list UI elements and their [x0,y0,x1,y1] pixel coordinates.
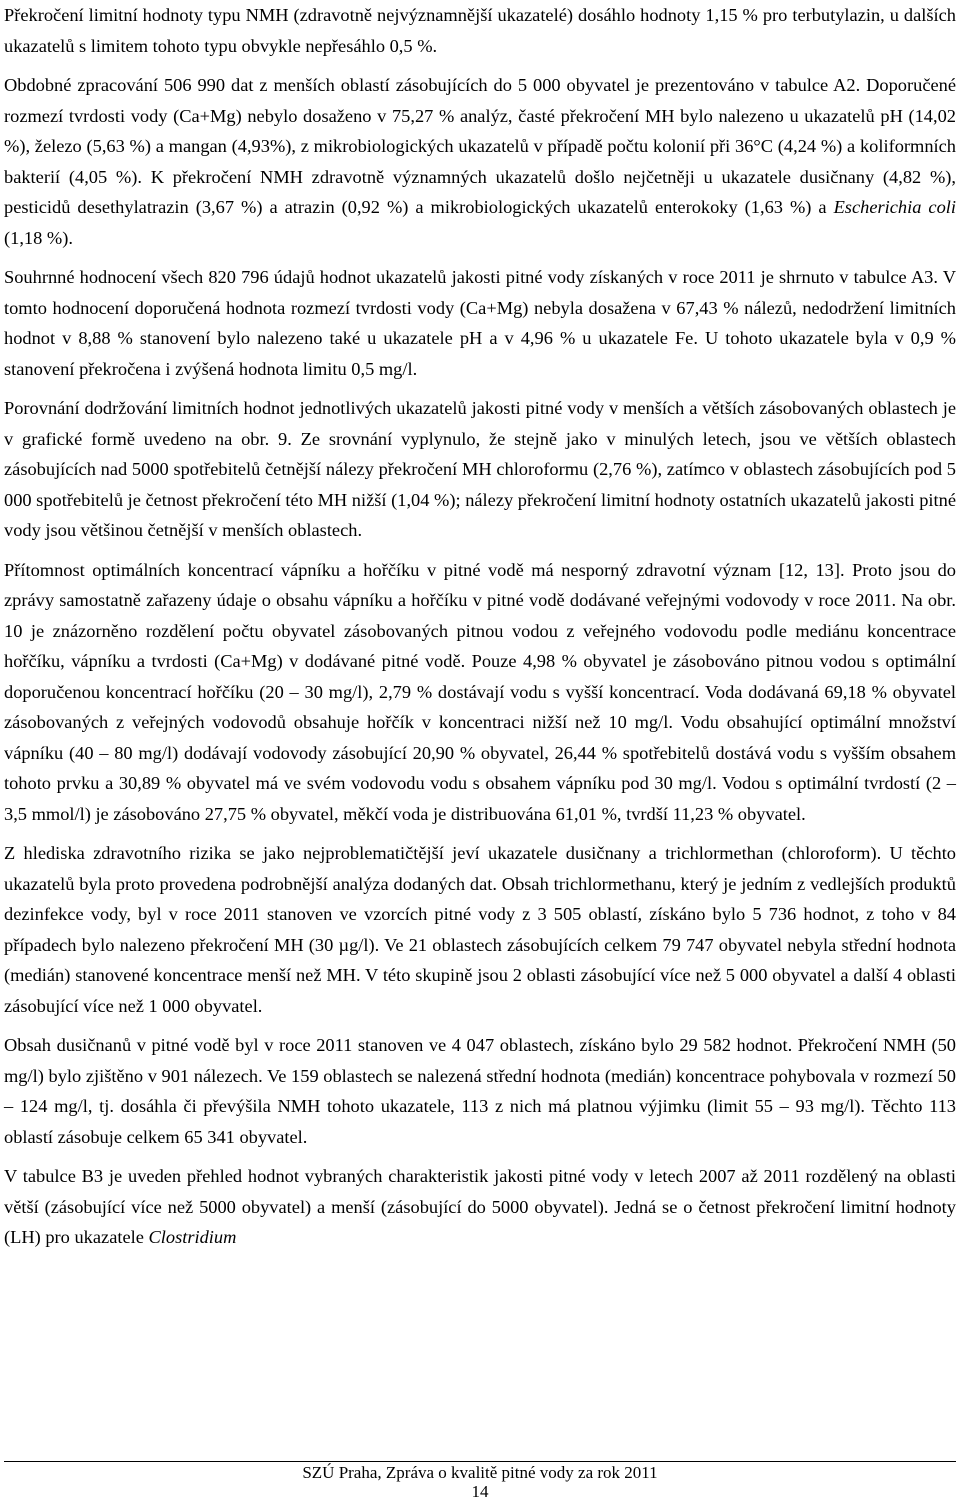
paragraph-7 [4,1030,956,1152]
paragraph-text: Přítomnost optimálních koncentrací vápníku a hořčíku v pitné vodě má nesporný zdravotní význam [12, 13]. Proto jsou do zprávy samostatně zařazeny údaje o obsahu vápníku a hořčíku v pitné vodě dodávané veřejnými vodovody v roce 2011. Na obr. 10 je znázorněno rozdělení počtu obyvatel zásobovaných pitnou vodou z veřejného vodovodu podle mediánu koncentrace hořčíku, vápníku a tvrdosti (Ca+Mg) v dodávané pitné vodě. Pouze 4,98 % obyvatel je zásobováno pitnou vodou s optimální doporučenou koncentrací hořčíku (20 – 30 mg/l), 2,79 % dostávají vodu s vyšší koncentrací. Voda dodávaná 69,18 % obyvatel zásobovaných z veřejných vodovodů obsahuje hořčík v koncentraci nižší než 10 mg/l. Vodu obsahující optimální množství vápníku (40 – 80 mg/l) dodávají vodovody zásobující 20,90 % obyvatel, 26,44 % spotřebitelů dostává vodu s vyšším obsahem tohoto prvku a 30,89 % obyvatel má ve svém vodovodu vodu s obsahem vápníku pod 30 mg/l. Vodou s optimální tvrdostí (2 – 3,5 mmol/l) je zásobováno 27,75 % obyvatel, měkčí voda je distribuována 61,01 %, tvrdší 11,23 % obyvatel. [4,559,956,824]
paragraph-text: Překročení limitní hodnoty typu NMH (zdravotně nejvýznamnější ukazatelé) dosáhlo hodnoty 1,15 % pro terbutylazin, u dalších ukazatelů s limitem tohoto typu obvykle nepřesáhlo 0,5 %. [4,5,956,56]
paragraph-4 [4,393,956,546]
footer-title: SZÚ Praha, Zpráva o kvalitě pitné vody za rok 2011 [302,1463,658,1482]
document-body [4,0,956,1253]
paragraph-6 [4,838,956,1021]
italic-species-name: Clostridium [148,1227,237,1247]
paragraph-text: Obdobné zpracování 506 990 dat z menších oblastí zásobujících do 5 000 obyvatel je prezentováno v tabulce A2. Doporučené rozmezí tvrdosti vody (Ca+Mg) nebylo dosaženo v 75,27 % analýz, časté překročení MH bylo nalezeno u ukazatelů pH (14,02 %), železo (5,63 %) a mangan (4,93%), z mikrobiologických ukazatelů v případě počtu kolonií při 36°C (4,24 %) a koliformních bakterií (4,05 %). K překročení NMH zdravotně významných ukazatelů došlo nejčetněji u ukazatele dusičnany (4,82 %), pesticidů desethylatrazin (3,67 %) a atrazin (0,92 %) a mikrobiologických ukazatelů enterokoky (1,63 %) a [4,75,956,217]
paragraph-text: V tabulce B3 je uveden přehled hodnot vybraných charakteristik jakosti pitné vody v letech 2007 až 2011 rozdělený na oblasti větší (zásobující více než 5000 obyvatel) a menší (zásobující do 5000 obyvatel). Jedná se o četnost překročení limitní hodnoty (LH) pro ukazatele [4,1166,956,1247]
paragraph-8 [4,1161,956,1253]
paragraph-2 [4,70,956,253]
paragraph-5 [4,555,956,830]
footer-divider [4,1461,956,1462]
paragraph-text: Porovnání dodržování limitních hodnot jednotlivých ukazatelů jakosti pitné vody v menších a větších zásobovaných oblastech je v grafické formě uvedeno na obr. 9. Ze srovnání vyplynulo, že stejně jako v minulých letech, jsou ve větších oblastech zásobujících nad 5000 spotřebitelů četnější nálezy překročení MH chloroformu (2,76 %), zatímco v oblastech zásobujících pod 5 000 spotřebitelů je četnost překročení této MH nižší (1,04 %); nálezy překročení limitní hodnoty ostatních ukazatelů jakosti pitné vody jsou většinou četnější v menších oblastech. [4,398,956,540]
paragraph-text: Z hlediska zdravotního rizika se jako nejproblematičtější jeví ukazatele dusičnany a trichlormethan (chloroform). U těchto ukazatelů byla proto provedena podrobnější analýza dodaných dat. Obsah trichlormethanu, který je jedním z vedlejších produktů dezinfekce vody, byl v roce 2011 stanoven ve vzorcích pitné vody z 3 505 oblastí, získáno bylo 5 736 hodnot, z toho v 84 případech bylo nalezeno překročení MH (30 µg/l). Ve 21 oblastech zásobujících celkem 79 747 obyvatel nebyla střední hodnota (medián) stanovené koncentrace menší než MH. V této skupině jsou 2 oblasti zásobující více než 5 000 obyvatel a další 4 oblasti zásobující více než 1 000 obyvatel. [4,843,956,1016]
paragraph-3 [4,262,956,384]
paragraph-text: Obsah dusičnanů v pitné vodě byl v roce 2011 stanoven ve 4 047 oblastech, získáno bylo 29 582 hodnot. Překročení NMH (50 mg/l) bylo zjištěno v 901 nálezech. Ve 159 oblastech se nalezená střední hodnota (medián) koncentrace pohybovala v rozmezí 50 – 124 mg/l, tj. dosáhla či převýšila NMH tohoto ukazatele, 113 z nich má platnou výjimku (limit 55 – 93 mg/l). Těchto 113 oblastí zásobuje celkem 65 341 obyvatel. [4,1035,956,1147]
italic-species-name: Escherichia coli [833,197,956,217]
paragraph-text: (1,18 %). [4,227,73,248]
paragraph-text: Souhrnné hodnocení všech 820 796 údajů hodnot ukazatelů jakosti pitné vody získaných v roce 2011 je shrnuto v tabulce A3. V tomto hodnocení doporučená hodnota rozmezí tvrdosti vody (Ca+Mg) nebyla dosažena v 67,43 % nálezů, nedodržení limitních hodnot v 8,88 % stanovení bylo nalezeno také u ukazatele pH a v 4,96 % u ukazatele Fe. U tohoto ukazatele byla v 0,9 % stanovení překročena i zvýšená hodnota limitu 0,5 mg/l. [4,267,956,379]
paragraph-1 [4,0,956,61]
page-number: 14 [471,1482,489,1501]
